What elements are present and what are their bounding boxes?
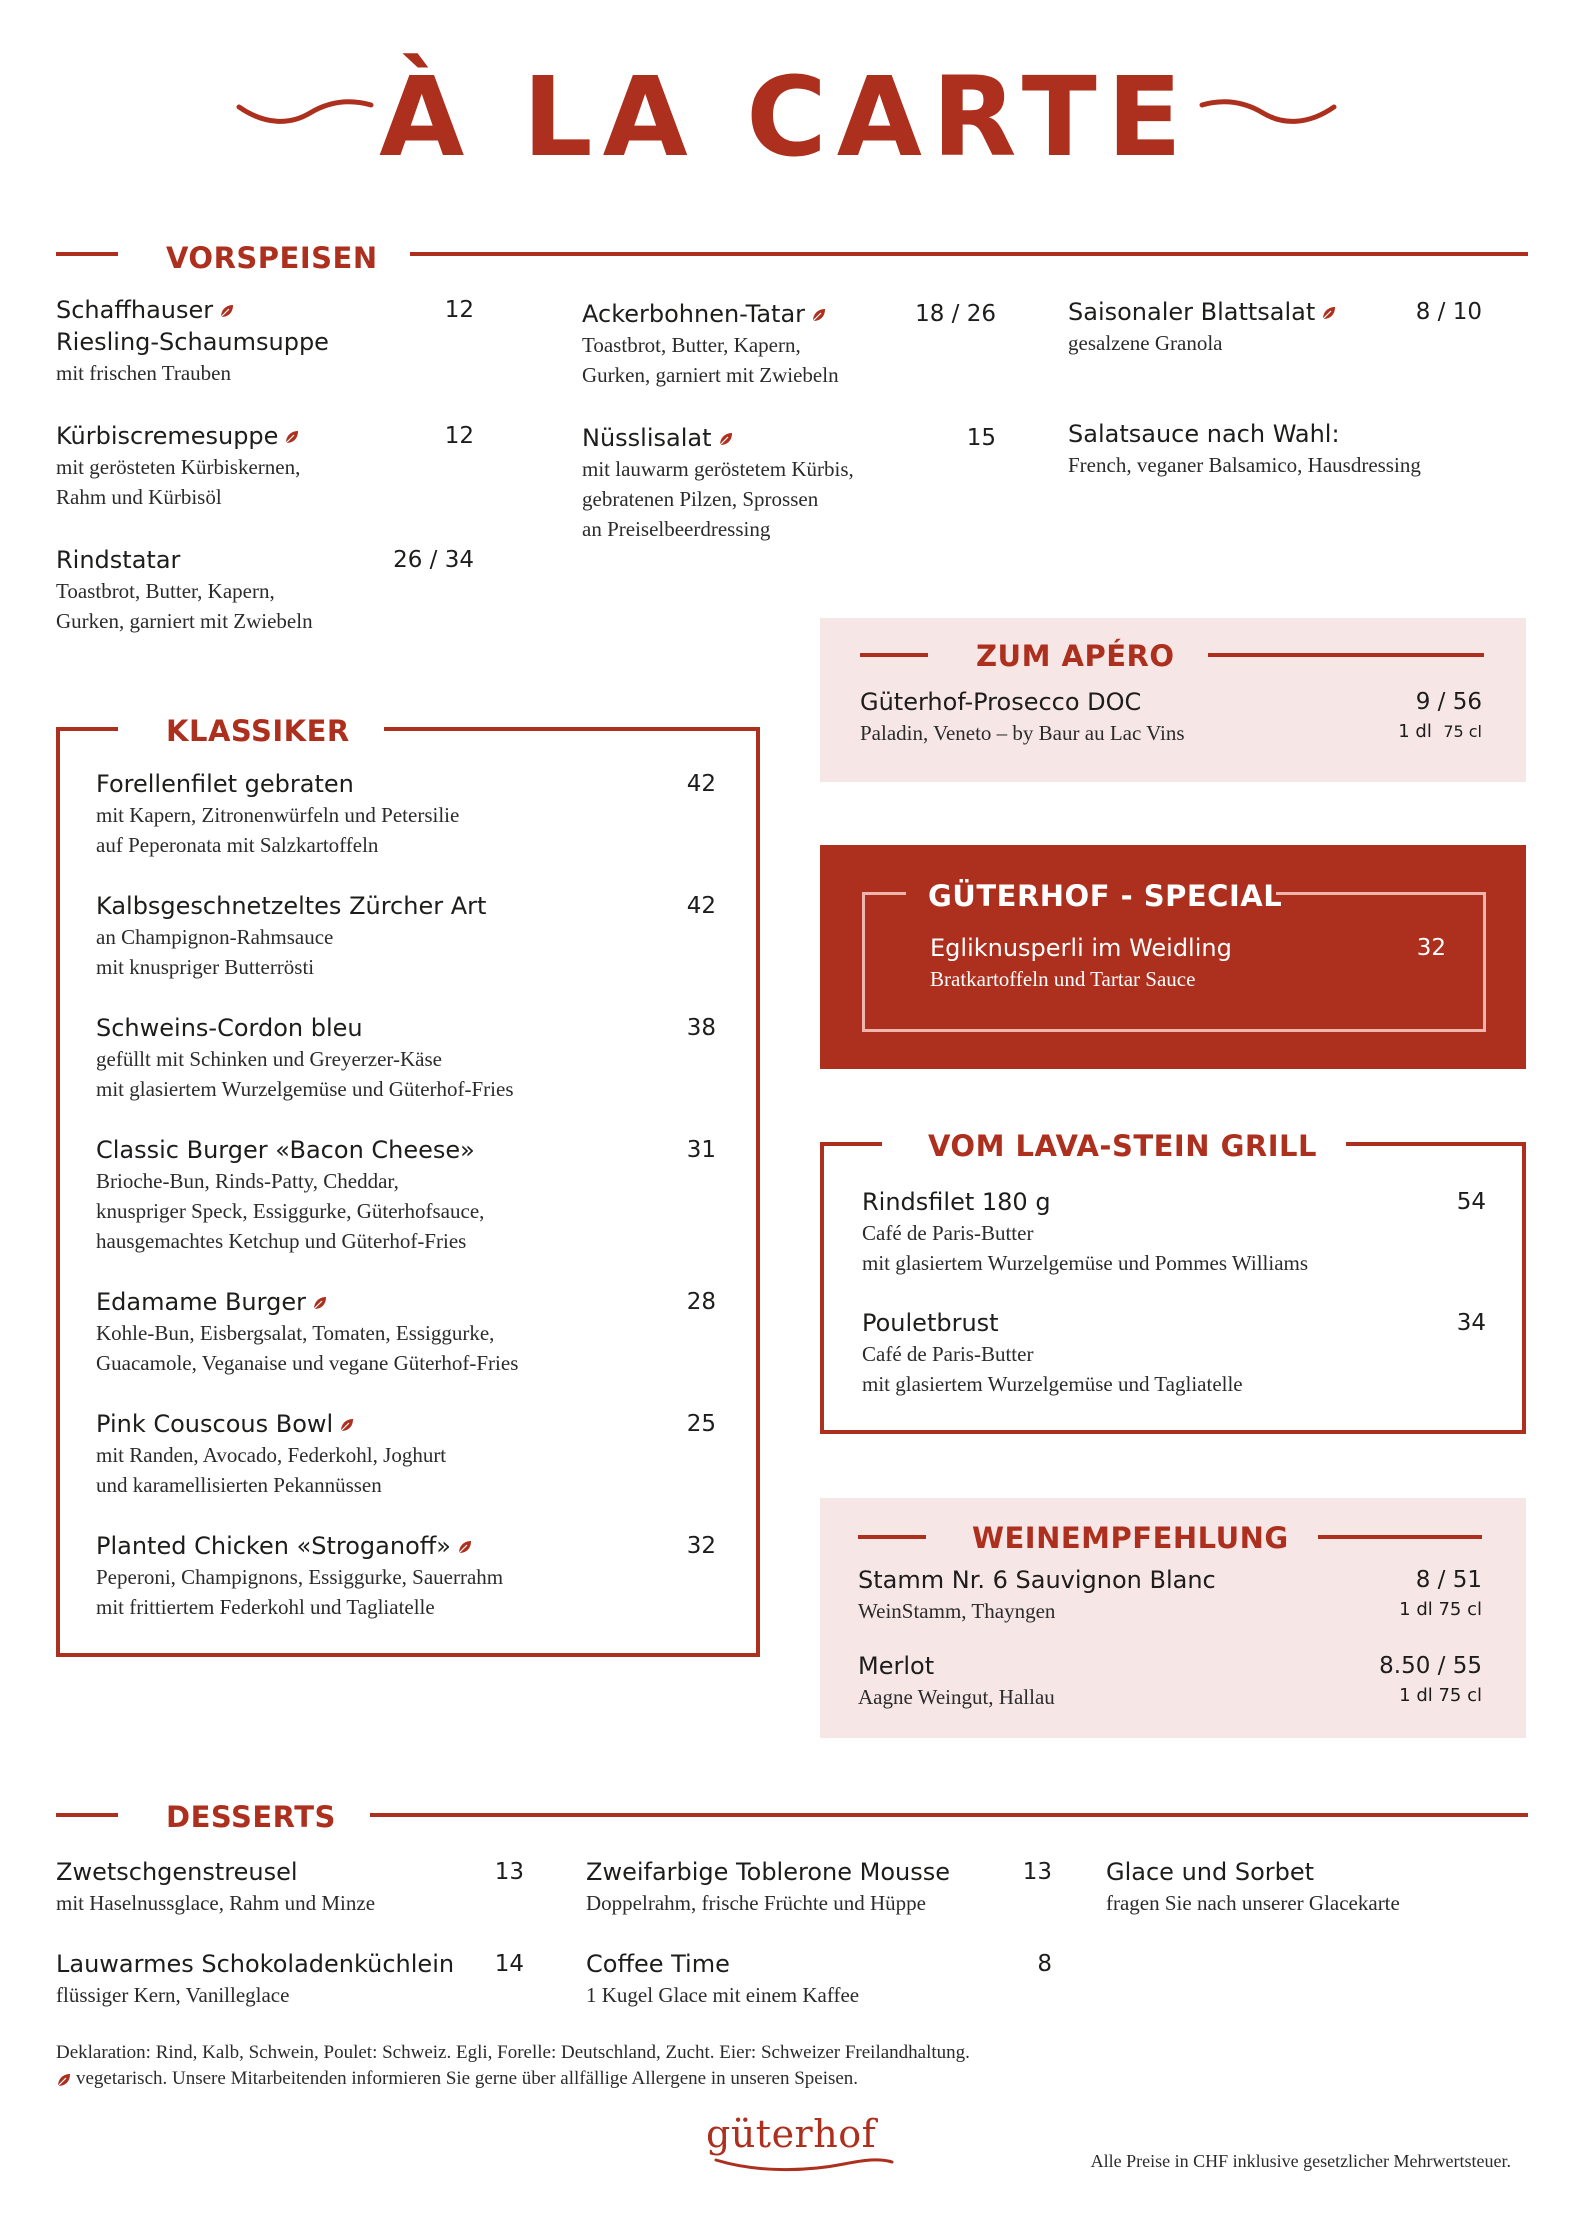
item-price: 8 bbox=[1037, 1951, 1052, 1977]
apero-rule-left bbox=[860, 653, 928, 657]
menu-item bbox=[858, 1564, 1482, 1626]
item-name: Pink Couscous Bowl bbox=[96, 1410, 334, 1438]
item-description: WeinStamm, Thayngen bbox=[858, 1599, 1056, 1623]
declaration-text: Deklaration: Rind, Kalb, Schwein, Poulet: Schweiz. Egli, Forelle: Deutschland, Zucht. Eier: Schweizer Freilandhaltung. bbox=[56, 2042, 970, 2063]
item-description: Bratkartoffeln und Tartar Sauce bbox=[930, 967, 1196, 991]
item-name: Zweifarbige Toblerone Mousse bbox=[586, 1858, 950, 1886]
vegetarian-leaf-icon bbox=[312, 1295, 328, 1311]
menu-item bbox=[96, 1286, 716, 1378]
item-name: Schaffhauser bbox=[56, 296, 214, 324]
item-name: Saisonaler Blattsalat bbox=[1068, 298, 1316, 326]
menu-item bbox=[96, 1408, 716, 1500]
apero-heading: ZUM APÉRO bbox=[976, 639, 1175, 673]
menu-item bbox=[56, 420, 474, 512]
item-name: Merlot bbox=[858, 1652, 935, 1680]
menu-item bbox=[586, 1856, 1052, 1918]
item-name: Coffee Time bbox=[586, 1950, 730, 1978]
special-frame-top-right bbox=[1276, 892, 1486, 895]
item-description: Café de Paris-Butter bbox=[862, 1221, 1034, 1245]
item-name: Planted Chicken «Stroganoff» bbox=[96, 1532, 451, 1560]
menu-item bbox=[858, 1650, 1482, 1712]
vegetarian-leaf-icon bbox=[1321, 305, 1337, 321]
item-description: an Champignon-Rahmsauce bbox=[96, 925, 334, 949]
vegetarian-note bbox=[56, 2066, 1536, 2092]
item-price: 12 bbox=[444, 297, 474, 323]
item-price: 42 bbox=[686, 771, 716, 797]
prices-note: Alle Preise in CHF inklusive gesetzlicher Mehrwertsteuer. bbox=[1090, 2151, 1511, 2171]
menu-item bbox=[582, 422, 996, 544]
item-description: mit glasiertem Wurzelgemüse und Tagliatelle bbox=[862, 1372, 1243, 1396]
item-price: 54 bbox=[1456, 1189, 1486, 1215]
item-price: 12 bbox=[444, 423, 474, 449]
item-name: Kürbiscremesuppe bbox=[56, 422, 279, 450]
item-description: French, veganer Balsamico, Hausdressing bbox=[1068, 453, 1421, 477]
item-name: Ackerbohnen-Tatar bbox=[582, 300, 806, 328]
wein-rule-right bbox=[1318, 1535, 1482, 1539]
grill-rule-right bbox=[1346, 1142, 1526, 1146]
menu-item bbox=[96, 1134, 716, 1256]
vegetarian-note-text: vegetarisch. Unsere Mitarbeitenden informieren Sie gerne über allfällige Allergene in unseren Speisen. bbox=[76, 2068, 859, 2089]
desserts-rule-left bbox=[56, 1813, 118, 1817]
vegetarian-leaf-icon bbox=[219, 303, 235, 319]
menu-item bbox=[862, 1307, 1486, 1399]
menu-item bbox=[1068, 296, 1482, 358]
item-price: 8 / 10 bbox=[1415, 299, 1482, 325]
item-description: 1 Kugel Glace mit einem Kaffee bbox=[586, 1983, 860, 2007]
vegetarian-leaf-icon bbox=[56, 2072, 72, 2088]
item-description: an Preiselbeerdressing bbox=[582, 517, 771, 541]
item-price: 14 bbox=[494, 1951, 524, 1977]
item-price: 8.50 / 55 bbox=[1379, 1653, 1482, 1679]
item-description: Aagne Weingut, Hallau bbox=[858, 1685, 1055, 1709]
item-name: Lauwarmes Schokoladenküchlein bbox=[56, 1950, 455, 1978]
item-volume bbox=[1398, 720, 1482, 744]
item-description: knuspriger Speck, Essiggurke, Güterhofsauce, bbox=[96, 1199, 485, 1223]
menu-item bbox=[860, 686, 1482, 748]
item-name: Nüsslisalat bbox=[582, 424, 712, 452]
item-description: Café de Paris-Butter bbox=[862, 1342, 1034, 1366]
item-name: Salatsauce nach Wahl: bbox=[1068, 420, 1340, 448]
item-description: mit lauwarm geröstetem Kürbis, bbox=[582, 457, 854, 481]
item-description: mit glasiertem Wurzelgemüse und Pommes Williams bbox=[862, 1251, 1309, 1275]
item-name: Stamm Nr. 6 Sauvignon Blanc bbox=[858, 1566, 1216, 1594]
logo-wordmark: güterhof bbox=[706, 2112, 877, 2156]
item-description: gefüllt mit Schinken und Greyerzer-Käse bbox=[96, 1047, 442, 1071]
menu-item bbox=[96, 890, 716, 982]
menu-item bbox=[930, 932, 1446, 994]
item-name: Egliknusperli im Weidling bbox=[930, 934, 1232, 962]
item-name: Rindstatar bbox=[56, 546, 181, 574]
item-name: Glace und Sorbet bbox=[1106, 1858, 1315, 1886]
item-name-line2: Riesling-Schaumsuppe bbox=[56, 328, 329, 356]
menu-item bbox=[582, 298, 996, 390]
item-price: 42 bbox=[686, 893, 716, 919]
item-description: mit Kapern, Zitronenwürfeln und Petersilie bbox=[96, 803, 460, 827]
menu-item bbox=[96, 768, 716, 860]
item-price: 13 bbox=[1022, 1859, 1052, 1885]
item-price: 34 bbox=[1456, 1310, 1486, 1336]
item-description: Paladin, Veneto – by Baur au Lac Vins bbox=[860, 721, 1185, 745]
item-name: Kalbsgeschnetzeltes Zürcher Art bbox=[96, 892, 487, 920]
guterhof-logo bbox=[706, 2112, 906, 2172]
wein-rule-left bbox=[858, 1535, 926, 1539]
item-price: 8 / 51 bbox=[1415, 1567, 1482, 1593]
item-price: 25 bbox=[686, 1411, 716, 1437]
item-description: Gurken, garniert mit Zwiebeln bbox=[582, 363, 839, 387]
menu-item bbox=[96, 1530, 716, 1622]
vegetarian-leaf-icon bbox=[457, 1539, 473, 1555]
item-price: 13 bbox=[494, 1859, 524, 1885]
vegetarian-leaf-icon bbox=[339, 1417, 355, 1433]
logo-swash bbox=[714, 2152, 894, 2174]
item-description: mit Randen, Avocado, Federkohl, Joghurt bbox=[96, 1443, 447, 1467]
item-description: Toastbrot, Butter, Kapern, bbox=[56, 579, 275, 603]
vorspeisen-rule-right bbox=[410, 252, 1528, 256]
page-title: À LA CARTE bbox=[379, 53, 1192, 181]
special-frame-top-left bbox=[862, 892, 906, 895]
menu-item bbox=[56, 294, 474, 388]
item-name: Edamame Burger bbox=[96, 1288, 306, 1316]
item-name: Zwetschgenstreusel bbox=[56, 1858, 298, 1886]
item-description: mit frittiertem Federkohl und Tagliatelle bbox=[96, 1595, 435, 1619]
volume-bottle: 75 cl bbox=[1443, 722, 1482, 741]
menu-item bbox=[56, 1948, 524, 2010]
desserts-heading: DESSERTS bbox=[166, 1800, 336, 1834]
item-description: Doppelrahm, frische Früchte und Hüppe bbox=[586, 1891, 926, 1915]
apero-rule-right bbox=[1208, 653, 1484, 657]
vegetarian-leaf-icon bbox=[811, 307, 827, 323]
item-description: Kohle-Bun, Eisbergsalat, Tomaten, Essiggurke, bbox=[96, 1321, 495, 1345]
item-description: Guacamole, Veganaise und vegane Güterhof-Fries bbox=[96, 1351, 519, 1375]
menu-item bbox=[96, 1012, 716, 1104]
wein-heading: WEINEMPFEHLUNG bbox=[972, 1521, 1289, 1555]
vegetarian-leaf-icon bbox=[284, 429, 300, 445]
item-description: Peperoni, Champignons, Essiggurke, Sauerrahm bbox=[96, 1565, 504, 1589]
item-price: 32 bbox=[1416, 935, 1446, 961]
item-name: Forellenfilet gebraten bbox=[96, 770, 354, 798]
item-price: 9 / 56 bbox=[1415, 689, 1482, 715]
item-description: mit knuspriger Butterrösti bbox=[96, 955, 315, 979]
item-name: Pouletbrust bbox=[862, 1309, 999, 1337]
menu-item bbox=[56, 1856, 524, 1918]
item-description: mit gerösteten Kürbiskernen, bbox=[56, 455, 301, 479]
right-swash-ornament bbox=[1198, 95, 1338, 129]
item-price: 31 bbox=[686, 1137, 716, 1163]
item-description: gesalzene Granola bbox=[1068, 331, 1223, 355]
grill-rule-left bbox=[820, 1142, 882, 1146]
item-description: fragen Sie nach unserer Glacekarte bbox=[1106, 1891, 1400, 1915]
item-price: 28 bbox=[686, 1289, 716, 1315]
item-description: Gurken, garniert mit Zwiebeln bbox=[56, 609, 313, 633]
menu-item bbox=[586, 1948, 1052, 2010]
item-description: Rahm und Kürbisöl bbox=[56, 485, 222, 509]
item-description: mit Haselnussglace, Rahm und Minze bbox=[56, 1891, 376, 1915]
item-description: und karamellisierten Pekannüssen bbox=[96, 1473, 382, 1497]
item-name: Rindsfilet 180 g bbox=[862, 1188, 1051, 1216]
item-description: flüssiger Kern, Vanilleglace bbox=[56, 1983, 290, 2007]
vorspeisen-rule-left bbox=[56, 252, 118, 256]
item-name: Classic Burger «Bacon Cheese» bbox=[96, 1136, 475, 1164]
item-volume: 1 dl 75 cl bbox=[1399, 1685, 1482, 1706]
item-price: 15 bbox=[966, 425, 996, 451]
item-name: Güterhof-Prosecco DOC bbox=[860, 688, 1142, 716]
special-heading: GÜTERHOF - SPECIAL bbox=[928, 879, 1283, 913]
menu-item bbox=[1068, 418, 1508, 480]
item-price: 32 bbox=[686, 1533, 716, 1559]
item-description: hausgemachtes Ketchup und Güterhof-Fries bbox=[96, 1229, 467, 1253]
klassiker-heading: KLASSIKER bbox=[166, 714, 350, 748]
item-description: auf Peperonata mit Salzkartoffeln bbox=[96, 833, 379, 857]
menu-item bbox=[862, 1186, 1486, 1278]
vegetarian-leaf-icon bbox=[718, 431, 734, 447]
desserts-rule-right bbox=[370, 1813, 1528, 1817]
item-name: Schweins-Cordon bleu bbox=[96, 1014, 363, 1042]
item-price: 38 bbox=[686, 1015, 716, 1041]
volume-small: 1 dl bbox=[1398, 721, 1432, 742]
item-volume: 1 dl 75 cl bbox=[1399, 1599, 1482, 1620]
item-price: 18 / 26 bbox=[915, 301, 996, 327]
item-description: gebratenen Pilzen, Sprossen bbox=[582, 487, 819, 511]
item-description: mit glasiertem Wurzelgemüse und Güterhof-Fries bbox=[96, 1077, 514, 1101]
item-description: Toastbrot, Butter, Kapern, bbox=[582, 333, 801, 357]
item-description: mit frischen Trauben bbox=[56, 361, 231, 385]
item-description: Brioche-Bun, Rinds-Patty, Cheddar, bbox=[96, 1169, 399, 1193]
klassiker-rule-right bbox=[384, 727, 760, 731]
menu-item bbox=[56, 544, 474, 636]
item-price: 26 / 34 bbox=[393, 547, 474, 573]
menu-item bbox=[1106, 1856, 1526, 1918]
vorspeisen-heading: VORSPEISEN bbox=[166, 241, 378, 275]
grill-heading: VOM LAVA-STEIN GRILL bbox=[928, 1129, 1317, 1163]
klassiker-rule-left bbox=[56, 727, 118, 731]
